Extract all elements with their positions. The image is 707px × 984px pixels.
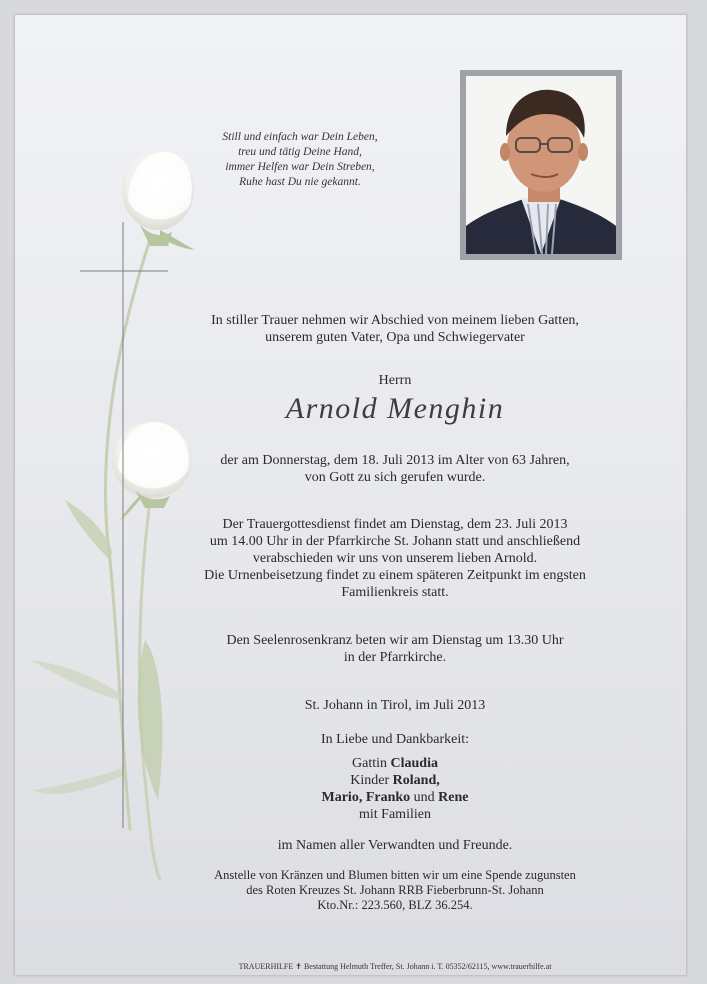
rosary-line: in der Pfarrkirche.	[343, 650, 447, 665]
child-name: Franko	[365, 790, 411, 805]
mourner-wife	[160, 755, 630, 772]
relatives: im Namen aller Verwandten und Freunde.	[277, 838, 513, 853]
footer-text: Bestattung Helmuth Treffer, St. Johann i. T. 05352/62115, www.trauerhilfe.at	[303, 962, 552, 971]
intro-line: unserem guten Vater, Opa und Schwiegervater	[265, 330, 525, 345]
mourner-children	[160, 772, 630, 789]
donation-line: des Roten Kreuzes St. Johann RRB Fieberbrunn-St. Johann	[246, 883, 544, 897]
donation-line: Kto.Nr.: 223.560, BLZ 36.254.	[317, 898, 473, 912]
rosary-info	[160, 632, 630, 666]
service-line: Familienkreis statt.	[341, 585, 449, 600]
child-name: Rene	[438, 790, 469, 805]
mourners	[160, 731, 630, 854]
child-name: Roland,	[392, 773, 440, 788]
footer-brand: TRAUERHILFE	[238, 962, 294, 971]
poem-line: Still und einfach war Dein Leben,	[222, 131, 378, 143]
and-word: und	[413, 790, 435, 805]
child-name: Mario,	[321, 790, 363, 805]
cross-icon: ✝	[295, 962, 302, 971]
service-line: verabschieden wir uns von unserem lieben Arnold.	[252, 551, 538, 566]
portrait-frame	[460, 70, 622, 260]
service-info	[160, 516, 630, 601]
poem-line: Ruhe hast Du nie gekannt.	[239, 176, 361, 188]
death-line: der am Donnerstag, dem 18. Juli 2013 im Alter von 63 Jahren,	[220, 453, 570, 468]
donation-info	[160, 868, 630, 913]
service-line: um 14.00 Uhr in der Pfarrkirche St. Johann statt und anschließend	[209, 534, 581, 549]
mourner-children-more	[160, 789, 630, 806]
service-line: Die Urnenbeisetzung findet zu einem späteren Zeitpunkt im engsten	[204, 568, 586, 583]
death-notice	[160, 452, 630, 486]
families: mit Familien	[359, 807, 431, 822]
intro-line: In stiller Trauer nehmen wir Abschied von meinem lieben Gatten,	[211, 313, 579, 328]
children-label: Kinder	[350, 773, 390, 788]
wife-label: Gattin	[352, 756, 388, 771]
intro-text	[160, 312, 630, 346]
deceased-name: Arnold Menghin	[285, 392, 505, 425]
poem	[200, 130, 400, 190]
portrait-photo	[466, 76, 616, 254]
donation-line: Anstelle von Kränzen und Blumen bitten wir um eine Spende zugunsten	[214, 868, 576, 882]
mourners-heading: In Liebe und Dankbarkeit:	[320, 732, 470, 747]
wife-name: Claudia	[390, 756, 438, 771]
death-line: von Gott zu sich gerufen wurde.	[304, 470, 486, 485]
place-date: St. Johann in Tirol, im Juli 2013	[304, 698, 486, 713]
poem-line: treu und tätig Deine Hand,	[238, 146, 362, 158]
poem-line: immer Helfen war Dein Streben,	[225, 161, 375, 173]
rosary-line: Den Seelenrosenkranz beten wir am Dienstag um 13.30 Uhr	[226, 633, 564, 648]
service-line: Der Trauergottesdienst findet am Dienstag, dem 23. Juli 2013	[222, 517, 568, 532]
undertaker-footer	[160, 962, 630, 971]
salutation: Herrn	[378, 373, 412, 388]
